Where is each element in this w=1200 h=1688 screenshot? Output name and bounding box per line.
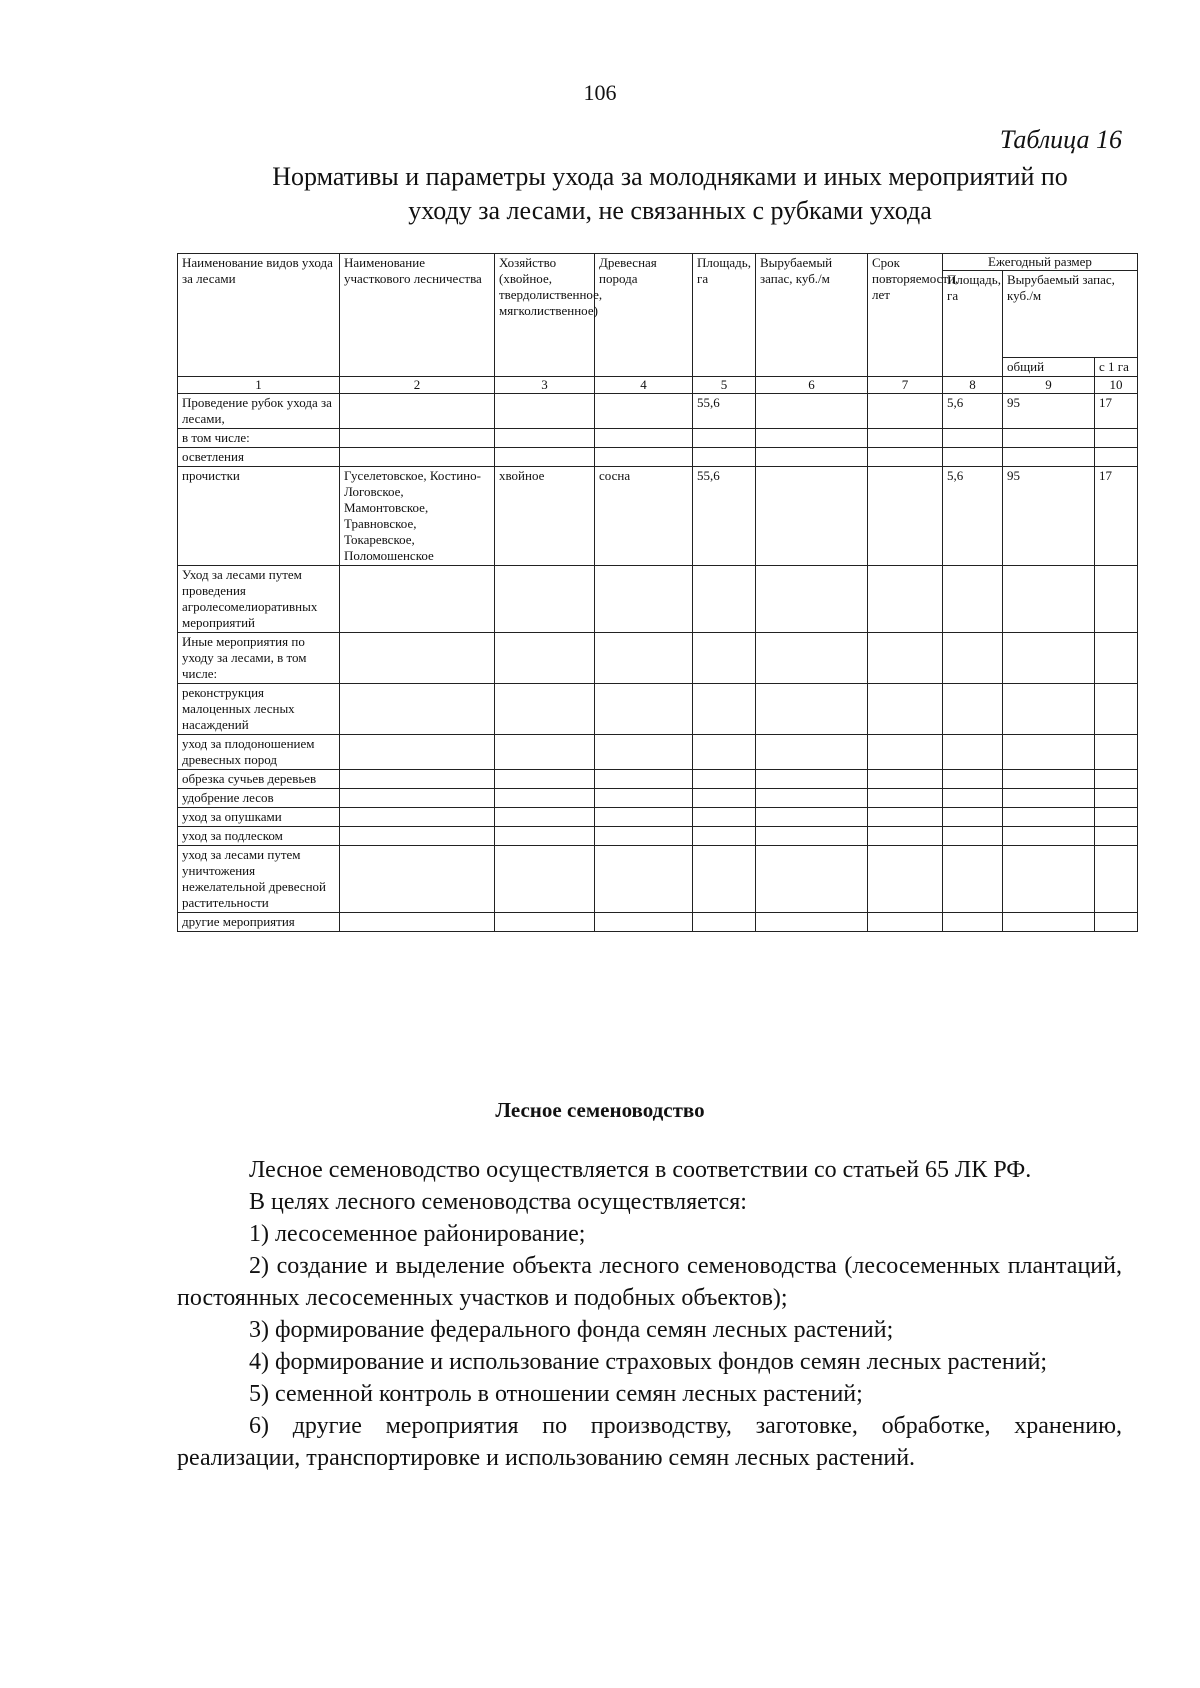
cell-annual-per-ha: [1095, 566, 1138, 633]
cell-annual-per-ha: 17: [1095, 467, 1138, 566]
section-title: Лесное семеноводство: [495, 1098, 705, 1122]
header-type: Наименование видов ухода за лесами: [178, 254, 340, 377]
cell-species: [595, 808, 693, 827]
cell-annual-per-ha: [1095, 633, 1138, 684]
cell-farm: [495, 684, 595, 735]
table-row: [178, 827, 1138, 846]
cell-area: 55,6: [693, 467, 756, 566]
cell-species: сосна: [595, 467, 693, 566]
cell-annual-total: [1003, 770, 1095, 789]
cell-period: [868, 566, 943, 633]
paragraph: 3) формирование федерального фонда семян лесных растений;: [249, 1317, 894, 1343]
cell-period: [868, 394, 943, 429]
cell-area: [693, 913, 756, 932]
header-period: Срок повторяемости, лет: [868, 254, 943, 377]
cell-period: [868, 913, 943, 932]
cell-period: [868, 735, 943, 770]
cell-annual-total: [1003, 684, 1095, 735]
cell-farm: хвойное: [495, 467, 595, 566]
table-row: [178, 913, 1138, 932]
column-number: 2: [340, 377, 495, 394]
cell-period: [868, 633, 943, 684]
cell-stock: [756, 789, 868, 808]
cell-farm: [495, 913, 595, 932]
cell-farm: [495, 633, 595, 684]
column-numbers-row: [178, 377, 1138, 394]
cell-forestry: [340, 789, 495, 808]
cell-species: [595, 448, 693, 467]
column-number: 6: [756, 377, 868, 394]
cell-annual-total: [1003, 846, 1095, 913]
cell-annual-per-ha: [1095, 735, 1138, 770]
cell-stock: [756, 770, 868, 789]
cell-type: уход за опушками: [178, 808, 340, 827]
column-number: 4: [595, 377, 693, 394]
cell-farm: [495, 566, 595, 633]
cell-stock: [756, 808, 868, 827]
cell-annual-area: [943, 448, 1003, 467]
cell-farm: [495, 448, 595, 467]
cell-stock: [756, 735, 868, 770]
cell-stock: [756, 684, 868, 735]
header-area: Площадь, га: [693, 254, 756, 377]
table-body: [178, 394, 1138, 932]
cell-stock: [756, 467, 868, 566]
cell-forestry: [340, 770, 495, 789]
cell-farm: [495, 846, 595, 913]
cell-species: [595, 770, 693, 789]
cell-annual-area: [943, 566, 1003, 633]
cell-stock: [756, 827, 868, 846]
cell-area: [693, 566, 756, 633]
column-number: 7: [868, 377, 943, 394]
cell-type: уход за плодоношением древесных пород: [178, 735, 340, 770]
cell-type: удобрение лесов: [178, 789, 340, 808]
cell-species: [595, 394, 693, 429]
cell-annual-area: [943, 913, 1003, 932]
paragraph: 4) формирование и использование страховых фондов семян лесных растений;: [249, 1349, 1048, 1375]
header-forestry: Наименование участкового лесничества: [340, 254, 495, 377]
cell-annual-per-ha: [1095, 429, 1138, 448]
cell-species: [595, 684, 693, 735]
cell-period: [868, 684, 943, 735]
cell-annual-area: [943, 789, 1003, 808]
cell-stock: [756, 633, 868, 684]
table-row: [178, 467, 1138, 566]
cell-area: 55,6: [693, 394, 756, 429]
cell-area: [693, 770, 756, 789]
cell-annual-per-ha: [1095, 808, 1138, 827]
table-title: [220, 160, 1120, 228]
cell-annual-area: [943, 770, 1003, 789]
header-species: Древесная порода: [595, 254, 693, 377]
column-number: 9: [1003, 377, 1095, 394]
cell-annual-per-ha: [1095, 827, 1138, 846]
cell-annual-total: [1003, 448, 1095, 467]
cell-forestry: [340, 566, 495, 633]
column-number: 10: [1095, 377, 1138, 394]
table-row: [178, 633, 1138, 684]
cell-period: [868, 846, 943, 913]
cell-species: [595, 913, 693, 932]
cell-farm: [495, 827, 595, 846]
cell-annual-area: [943, 846, 1003, 913]
cell-annual-per-ha: [1095, 684, 1138, 735]
cell-period: [868, 808, 943, 827]
cell-type: осветления: [178, 448, 340, 467]
cell-annual-total: [1003, 633, 1095, 684]
cell-type: уход за подлеском: [178, 827, 340, 846]
cell-forestry: [340, 735, 495, 770]
cell-annual-total: [1003, 789, 1095, 808]
header-stock: Вырубаемый запас, куб./м: [756, 254, 868, 377]
header-annual-total: общий: [1003, 358, 1095, 377]
cell-annual-area: [943, 684, 1003, 735]
cell-stock: [756, 913, 868, 932]
cell-type: Иные мероприятия по уходу за лесами, в том числе:: [178, 633, 340, 684]
column-number: 3: [495, 377, 595, 394]
cell-type: Уход за лесами путем проведения агролесомелиоративных мероприятий: [178, 566, 340, 633]
cell-period: [868, 770, 943, 789]
cell-annual-area: [943, 633, 1003, 684]
cell-annual-total: 95: [1003, 467, 1095, 566]
cell-annual-area: [943, 808, 1003, 827]
cell-forestry: [340, 846, 495, 913]
cell-annual-total: [1003, 827, 1095, 846]
cell-farm: [495, 394, 595, 429]
cell-stock: [756, 846, 868, 913]
cell-annual-area: 5,6: [943, 467, 1003, 566]
paragraph: 5) семенной контроль в отношении семян лесных растений;: [249, 1381, 863, 1407]
norms-table: [177, 253, 1138, 932]
cell-annual-total: [1003, 808, 1095, 827]
table-title-line-1: Нормативы и параметры ухода за молодняками и иных мероприятий по: [272, 162, 1068, 191]
cell-stock: [756, 448, 868, 467]
cell-type: реконструкция малоценных лесных насаждений: [178, 684, 340, 735]
paragraph: В целях лесного семеноводства осуществляется:: [249, 1189, 747, 1215]
cell-annual-per-ha: [1095, 913, 1138, 932]
cell-forestry: [340, 429, 495, 448]
column-number: 5: [693, 377, 756, 394]
cell-type: Проведение рубок ухода за лесами,: [178, 394, 340, 429]
cell-annual-total: [1003, 913, 1095, 932]
cell-type: прочистки: [178, 467, 340, 566]
cell-annual-total: [1003, 735, 1095, 770]
cell-farm: [495, 429, 595, 448]
table-row: [178, 394, 1138, 429]
cell-annual-total: [1003, 566, 1095, 633]
cell-species: [595, 846, 693, 913]
table-row: [178, 770, 1138, 789]
cell-annual-per-ha: [1095, 846, 1138, 913]
cell-area: [693, 633, 756, 684]
table-row: [178, 789, 1138, 808]
cell-area: [693, 808, 756, 827]
cell-annual-per-ha: [1095, 770, 1138, 789]
cell-forestry: [340, 684, 495, 735]
page-number: 106: [583, 80, 617, 105]
table-row: [178, 735, 1138, 770]
cell-species: [595, 633, 693, 684]
header-annual: Ежегодный размер: [943, 254, 1138, 271]
cell-annual-area: [943, 827, 1003, 846]
cell-farm: [495, 789, 595, 808]
header-annual-per-ha: с 1 га: [1095, 358, 1138, 377]
cell-area: [693, 448, 756, 467]
body-text: [177, 1154, 1122, 1474]
cell-period: [868, 448, 943, 467]
cell-area: [693, 846, 756, 913]
cell-species: [595, 566, 693, 633]
cell-forestry: [340, 394, 495, 429]
table-row: [178, 684, 1138, 735]
cell-forestry: [340, 633, 495, 684]
cell-annual-total: [1003, 429, 1095, 448]
cell-area: [693, 429, 756, 448]
paragraph: 2) создание и выделение объекта лесного семеноводства (лесосеменных плантаций, постоянных лесосеменных участков и подобных объектов);: [177, 1253, 1122, 1311]
cell-forestry: [340, 448, 495, 467]
cell-area: [693, 789, 756, 808]
cell-species: [595, 429, 693, 448]
cell-annual-area: [943, 429, 1003, 448]
cell-type: в том числе:: [178, 429, 340, 448]
cell-stock: [756, 566, 868, 633]
cell-type: уход за лесами путем уничтожения нежелательной древесной растительности: [178, 846, 340, 913]
cell-period: [868, 827, 943, 846]
column-number: 8: [943, 377, 1003, 394]
table-row: [178, 808, 1138, 827]
cell-farm: [495, 808, 595, 827]
header-farm: Хозяйство (хвойное, твердолиственное, мягколиственное): [495, 254, 595, 377]
cell-period: [868, 789, 943, 808]
table-label: Таблица 16: [999, 125, 1122, 154]
cell-period: [868, 429, 943, 448]
table-row: [178, 846, 1138, 913]
cell-annual-area: [943, 735, 1003, 770]
cell-annual-per-ha: [1095, 448, 1138, 467]
cell-type: другие мероприятия: [178, 913, 340, 932]
cell-annual-per-ha: [1095, 789, 1138, 808]
cell-forestry: [340, 827, 495, 846]
cell-species: [595, 789, 693, 808]
paragraph: 1) лесосеменное районирование;: [249, 1221, 586, 1247]
cell-species: [595, 827, 693, 846]
cell-farm: [495, 770, 595, 789]
cell-forestry: Гуселетовское, Костино-Логовское, Мамонтовское, Травновское, Токаревское, Поломошенское: [340, 467, 495, 566]
cell-area: [693, 827, 756, 846]
cell-stock: [756, 429, 868, 448]
table-row: [178, 429, 1138, 448]
header-annual-area: Площадь, га: [943, 271, 1003, 377]
cell-period: [868, 467, 943, 566]
column-number: 1: [178, 377, 340, 394]
cell-annual-total: 95: [1003, 394, 1095, 429]
cell-forestry: [340, 913, 495, 932]
paragraph: Лесное семеноводство осуществляется в соответствии со статьей 65 ЛК РФ.: [249, 1157, 1032, 1183]
paragraph: 6) другие мероприятия по производству, заготовке, обработке, хранению, реализации, транспортировке и использованию семян лесных растений.: [177, 1413, 1122, 1471]
cell-annual-per-ha: 17: [1095, 394, 1138, 429]
cell-species: [595, 735, 693, 770]
table-title-line-2: уходу за лесами, не связанных с рубками ухода: [408, 196, 932, 225]
cell-area: [693, 735, 756, 770]
cell-forestry: [340, 808, 495, 827]
table-row: [178, 448, 1138, 467]
cell-type: обрезка сучьев деревьев: [178, 770, 340, 789]
header-annual-stock: Вырубаемый запас, куб./м: [1003, 271, 1138, 358]
cell-area: [693, 684, 756, 735]
table-row: [178, 566, 1138, 633]
cell-stock: [756, 394, 868, 429]
cell-farm: [495, 735, 595, 770]
cell-annual-area: 5,6: [943, 394, 1003, 429]
